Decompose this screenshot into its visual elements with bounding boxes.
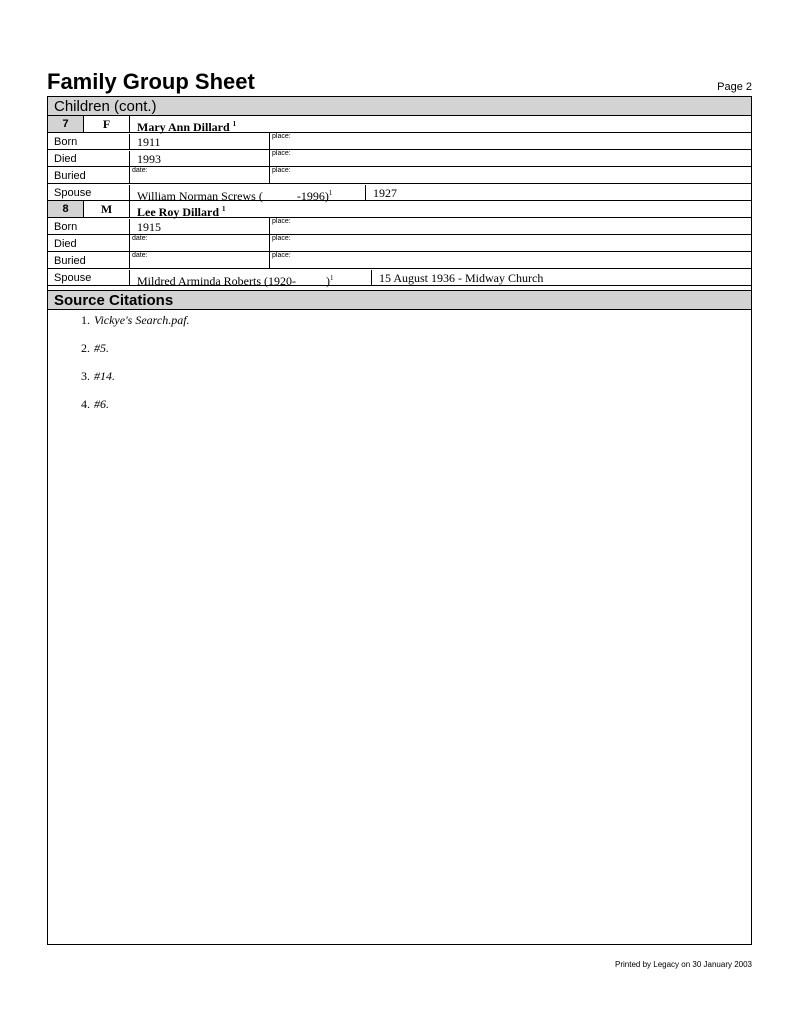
spouse-name (129, 185, 365, 201)
spouse-years: ) (325, 274, 330, 288)
citation-item (81, 397, 109, 412)
spouse-row (48, 269, 751, 286)
source-citations-heading: Source Citations (48, 290, 751, 310)
spouse-name (129, 270, 371, 286)
born-date: 1911 (129, 134, 269, 150)
buried-place-label: place: (269, 252, 751, 268)
born-row (48, 218, 751, 235)
spouse-name-text: Mildred Arminda Roberts (1920- (137, 274, 296, 288)
child-name-text: Lee Roy Dillard (137, 205, 219, 219)
citation-item (81, 313, 190, 328)
citation-text: Vickye's Search.paf. (94, 313, 190, 327)
citation-number: 3. (81, 369, 90, 383)
born-place-label: place: (269, 133, 751, 149)
born-date: 1915 (129, 219, 269, 235)
died-date-label: date: (129, 235, 269, 251)
died-place-label: place: (269, 235, 751, 251)
print-footer: Printed by Legacy on 30 January 2003 (615, 960, 752, 969)
citation-item (81, 369, 115, 384)
child-name (129, 116, 751, 132)
citation-text: #6. (94, 397, 109, 411)
born-label: Born (54, 221, 78, 233)
sheet-frame (47, 96, 752, 945)
born-row (48, 133, 751, 150)
children-section-heading: Children (cont.) (48, 97, 751, 116)
child-header-row (48, 201, 751, 218)
citation-ref: 1 (232, 120, 237, 128)
buried-label: Buried (54, 255, 86, 267)
child-sex: M (83, 201, 129, 217)
spouse-label: Spouse (54, 187, 92, 199)
died-date: 1993 (129, 151, 269, 167)
died-label: Died (54, 153, 77, 165)
buried-place-label: place: (269, 167, 751, 183)
buried-date-label: date: (129, 252, 269, 268)
buried-date-label: date: (129, 167, 269, 183)
died-row (48, 150, 751, 167)
citation-number: 1. (81, 313, 90, 327)
child-header-row (48, 116, 751, 133)
born-label: Born (54, 136, 78, 148)
child-name (129, 201, 751, 217)
citation-item (81, 341, 109, 356)
died-label: Died (54, 238, 77, 250)
buried-row (48, 252, 751, 269)
citation-ref: 1 (222, 205, 226, 213)
spouse-label: Spouse (54, 272, 92, 284)
spouse-row (48, 184, 751, 201)
citation-text: #14. (94, 369, 115, 383)
marriage-info: 15 August 1936 - Midway Church (371, 270, 751, 286)
born-place-label: place: (269, 218, 751, 234)
died-place-label: place: (269, 150, 751, 166)
page-title: Family Group Sheet (47, 69, 255, 94)
buried-row (48, 167, 751, 184)
citation-ref: 1 (328, 189, 333, 197)
citation-text: #5. (94, 341, 109, 355)
child-number: 8 (48, 201, 83, 217)
spouse-years: -1996) (296, 189, 329, 203)
child-number: 7 (48, 116, 83, 132)
citation-number: 4. (81, 397, 90, 411)
citation-ref: 1 (329, 274, 334, 282)
marriage-info: 1927 (365, 185, 751, 201)
child-sex: F (83, 116, 129, 132)
buried-label: Buried (54, 170, 86, 182)
spouse-name-text: William Norman Screws ( (137, 189, 263, 203)
died-row (48, 235, 751, 252)
child-name-text: Mary Ann Dillard (137, 120, 230, 134)
citation-number: 2. (81, 341, 90, 355)
page-number: Page 2 (717, 81, 752, 93)
